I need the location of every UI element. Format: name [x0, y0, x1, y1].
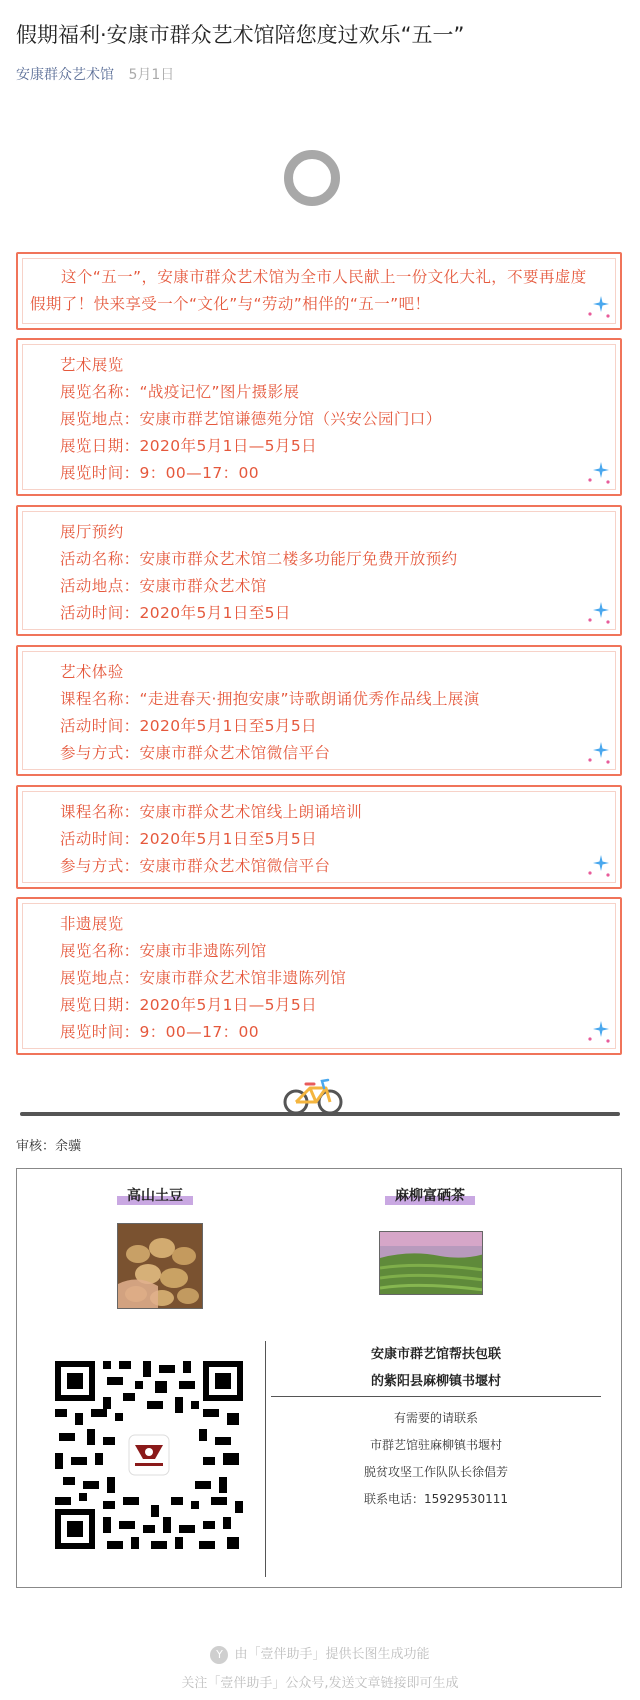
sparkle-icon: [586, 740, 612, 766]
sparkle-icon: [586, 600, 612, 626]
info-line: 展览名称：“战疫记忆”图片摄影展: [60, 383, 300, 401]
product-label-potato: 高山土豆: [117, 1185, 193, 1205]
poster-heading-line2: 的紫阳县麻柳镇书堰村: [370, 1374, 501, 1389]
tea-garden-photo: [379, 1231, 483, 1295]
section-heading: 展厅预约: [60, 523, 124, 541]
intro-text: 这个“五一”，安康市群众艺术馆为全市人民献上一份文化大礼，不要再虚度假期了！快来享受一个“文化”与“劳动”相伴的“五一”吧！: [30, 268, 587, 313]
info-line: 课程名称：安康市群众艺术馆线上朗诵培训: [60, 803, 363, 821]
bicycle-divider-icon: [20, 1068, 620, 1128]
section-card-recitation-training: [16, 785, 622, 889]
info-line: 活动时间：2020年5月1日至5日: [60, 604, 291, 622]
info-line: 展览时间：9：00—17：00: [60, 464, 260, 482]
poster-horizontal-divider: [271, 1396, 601, 1397]
loading-spinner-icon: [284, 150, 340, 206]
info-line: 展览日期：2020年5月1日—5月5日: [60, 996, 317, 1014]
info-line: 活动时间：2020年5月1日至5月5日: [60, 830, 317, 848]
sparkle-icon: [586, 1019, 612, 1045]
poster-info-line: 脱贫攻坚工作队队长徐倡芳: [363, 1465, 508, 1479]
info-line: 展览地点：安康市群众艺术馆非遗陈列馆: [60, 969, 347, 987]
helper-logo-icon: Y: [210, 1646, 228, 1664]
section-card-art-exhibition: [16, 338, 622, 496]
poster-info-line: 有需要的请联系: [393, 1411, 478, 1425]
sparkle-icon: [586, 294, 612, 320]
intro-card: [16, 252, 622, 330]
article-meta: [16, 64, 174, 84]
info-line: 课程名称：“走进春天·拥抱安康”诗歌朗诵优秀作品线上展演: [60, 690, 480, 708]
info-line: 展览时间：9：00—17：00: [60, 1023, 260, 1041]
info-line: 参与方式：安康市群众艺术馆微信平台: [60, 744, 331, 762]
section-card-art-experience: [16, 645, 622, 776]
info-line: 展览地点：安康市群艺馆谦德苑分馆（兴安公园门口）: [60, 410, 442, 428]
section-card-heritage-exhibition: [16, 897, 622, 1055]
poster-contact-phone: 联系电话：15929530111: [364, 1492, 508, 1506]
sparkle-icon: [586, 853, 612, 879]
info-line: 活动名称：安康市群众艺术馆二楼多功能厅免费开放预约: [60, 550, 458, 568]
info-line: 展览日期：2020年5月1日—5月5日: [60, 437, 317, 455]
qr-code-icon: [51, 1357, 247, 1553]
account-name-link[interactable]: 安康群众艺术馆: [16, 67, 114, 83]
section-heading: 艺术展览: [60, 356, 124, 374]
poster-vertical-divider: [265, 1341, 266, 1577]
section-heading: 非遗展览: [60, 915, 124, 933]
footer-generator-note: [0, 1643, 640, 1664]
footer-follow-note: 关注「壹伴助手」公众号,发送文章链接即可生成: [181, 1676, 459, 1691]
reviewer-note: 审核：余骥: [16, 1139, 82, 1154]
publish-date: 5月1日: [128, 67, 175, 83]
footer-line1: 由「壹伴助手」提供长图生成功能: [234, 1647, 430, 1662]
info-line: 活动时间：2020年5月1日至5月5日: [60, 717, 317, 735]
section-card-hall-booking: [16, 505, 622, 636]
product-label-tea: 麻柳富硒茶: [385, 1185, 475, 1205]
poverty-alleviation-poster: [16, 1168, 622, 1588]
sparkle-icon: [586, 460, 612, 486]
poster-heading-line1: 安康市群艺馆帮扶包联: [370, 1347, 501, 1362]
info-line: 展览名称：安康市非遗陈列馆: [60, 942, 267, 960]
article-title: 假期福利·安康市群众艺术馆陪您度过欢乐“五一”: [16, 23, 465, 47]
poster-info-line: 市群艺馆驻麻柳镇书堰村: [369, 1438, 502, 1452]
info-line: 活动地点：安康市群众艺术馆: [60, 577, 267, 595]
info-line: 参与方式：安康市群众艺术馆微信平台: [60, 857, 331, 875]
section-heading: 艺术体验: [60, 663, 124, 681]
potato-photo: [117, 1223, 203, 1309]
